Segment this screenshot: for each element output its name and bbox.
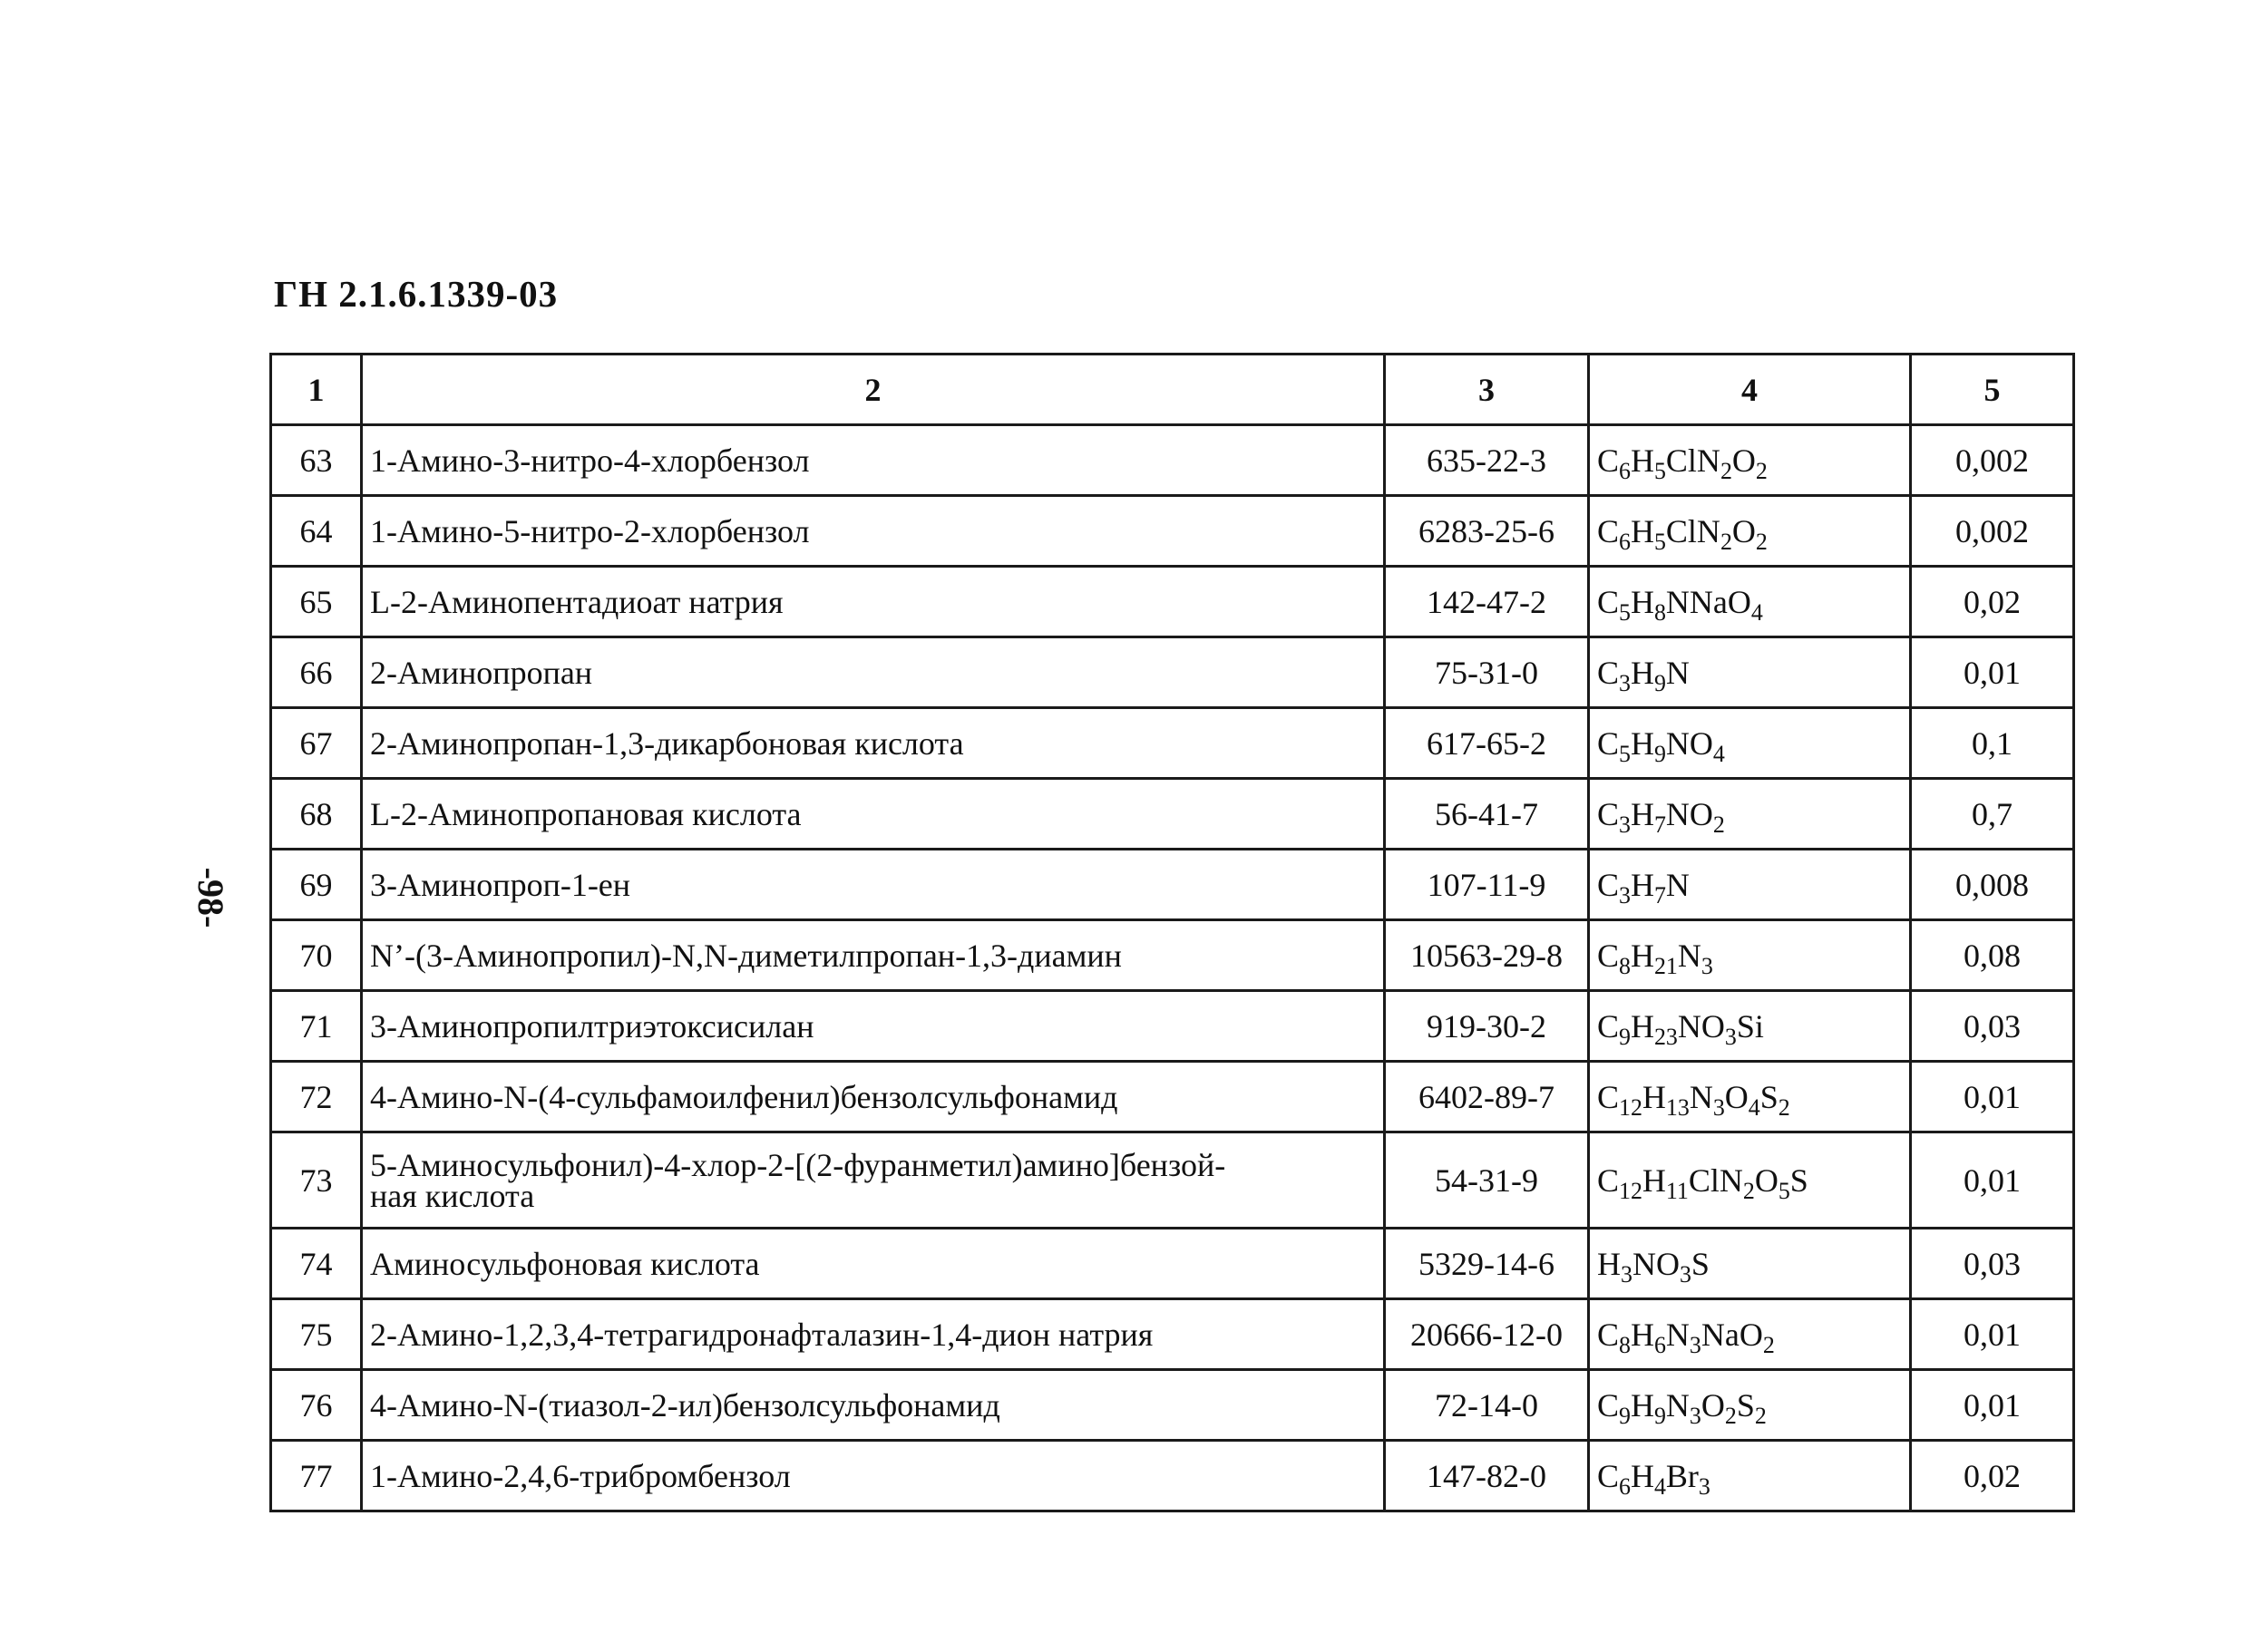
header-row xyxy=(271,355,2074,425)
table-row xyxy=(271,1299,2074,1370)
table-row xyxy=(271,496,2074,567)
limit-value: 0,02 xyxy=(1911,567,2074,637)
cas-number: 6283-25-6 xyxy=(1385,496,1589,567)
molecular-formula xyxy=(1589,920,1911,991)
cas-number: 56-41-7 xyxy=(1385,779,1589,850)
column-header-5: 5 xyxy=(1911,355,2074,425)
substance-name: 2-Аминопропан-1,3-дикарбоновая кислота xyxy=(362,708,1385,779)
substance-name: 4-Амино-N-(4-сульфамоилфенил)бензолсульфонамид xyxy=(362,1062,1385,1132)
cas-number: 54-31-9 xyxy=(1385,1132,1589,1229)
limit-value: 0,01 xyxy=(1911,1370,2074,1441)
row-number: 66 xyxy=(271,637,362,708)
table-row xyxy=(271,850,2074,920)
substance-name: Аминосульфоновая кислота xyxy=(362,1229,1385,1299)
substance-name-line: 5-Аминосульфонил)-4-хлор-2-[(2-фуранметил)амино]бензой- xyxy=(370,1146,1226,1183)
cas-number: 75-31-0 xyxy=(1385,637,1589,708)
substance-name: 4-Амино-N-(тиазол-2-ил)бензолсульфонамид xyxy=(362,1370,1385,1441)
substance-name xyxy=(362,1132,1385,1229)
table-row xyxy=(271,1370,2074,1441)
formula-text: $C_9H_9N_3O_2S_2$ xyxy=(1597,1386,1767,1429)
column-header-1: 1 xyxy=(271,355,362,425)
table-row xyxy=(271,991,2074,1062)
table-row xyxy=(271,708,2074,779)
cas-number: 142-47-2 xyxy=(1385,567,1589,637)
molecular-formula xyxy=(1589,1370,1911,1441)
molecular-formula xyxy=(1589,850,1911,920)
row-number: 77 xyxy=(271,1441,362,1511)
table-row xyxy=(271,425,2074,496)
column-header-3: 3 xyxy=(1385,355,1589,425)
formula-text: $H_3NO_3S$ xyxy=(1597,1245,1710,1288)
substance-name: L-2-Аминопентадиоат натрия xyxy=(362,567,1385,637)
limit-value: 0,08 xyxy=(1911,920,2074,991)
substance-name: 3-Аминопропилтриэтоксисилан xyxy=(362,991,1385,1062)
row-number: 71 xyxy=(271,991,362,1062)
cas-number: 6402-89-7 xyxy=(1385,1062,1589,1132)
formula-text: $C_6H_4Br_3$ xyxy=(1597,1457,1710,1500)
table-row xyxy=(271,920,2074,991)
page-number-text: -98- xyxy=(190,867,231,928)
limit-value: 0,01 xyxy=(1911,1299,2074,1370)
substance-name: 1-Амино-2,4,6-трибромбензол xyxy=(362,1441,1385,1511)
table-row xyxy=(271,1062,2074,1132)
formula-text: $C_{12}H_{11}ClN_2O_5S$ xyxy=(1597,1161,1808,1204)
formula-text: $C_5H_9NO_4$ xyxy=(1597,724,1725,767)
table-row xyxy=(271,567,2074,637)
limit-value: 0,02 xyxy=(1911,1441,2074,1511)
molecular-formula xyxy=(1589,1299,1911,1370)
cas-number: 147-82-0 xyxy=(1385,1441,1589,1511)
limit-value: 0,03 xyxy=(1911,991,2074,1062)
row-number: 70 xyxy=(271,920,362,991)
cas-number: 635-22-3 xyxy=(1385,425,1589,496)
row-number: 75 xyxy=(271,1299,362,1370)
limit-value: 0,002 xyxy=(1911,425,2074,496)
limit-value: 0,01 xyxy=(1911,1132,2074,1229)
cas-number: 72-14-0 xyxy=(1385,1370,1589,1441)
cas-number: 919-30-2 xyxy=(1385,991,1589,1062)
formula-text: $C_3H_7N$ xyxy=(1597,866,1690,909)
table-row xyxy=(271,637,2074,708)
limit-value: 0,008 xyxy=(1911,850,2074,920)
limit-value: 0,7 xyxy=(1911,779,2074,850)
table-row xyxy=(271,1132,2074,1229)
row-number: 73 xyxy=(271,1132,362,1229)
molecular-formula xyxy=(1589,1062,1911,1132)
row-number: 63 xyxy=(271,425,362,496)
row-number: 68 xyxy=(271,779,362,850)
limit-value: 0,01 xyxy=(1911,637,2074,708)
row-number: 76 xyxy=(271,1370,362,1441)
formula-text: $C_3H_9N$ xyxy=(1597,654,1690,696)
formula-text: $C_6H_5ClN_2O_2$ xyxy=(1597,512,1768,555)
column-header-4: 4 xyxy=(1589,355,1911,425)
substance-name: 2-Амино-1,2,3,4-тетрагидронафталазин-1,4-дион натрия xyxy=(362,1299,1385,1370)
limit-value: 0,01 xyxy=(1911,1062,2074,1132)
molecular-formula xyxy=(1589,1229,1911,1299)
molecular-formula xyxy=(1589,779,1911,850)
formula-text: $C_3H_7NO_2$ xyxy=(1597,795,1725,838)
limit-value: 0,002 xyxy=(1911,496,2074,567)
molecular-formula xyxy=(1589,637,1911,708)
substance-name: 1-Амино-5-нитро-2-хлорбензол xyxy=(362,496,1385,567)
row-number: 72 xyxy=(271,1062,362,1132)
formula-text: $C_{12}H_{13}N_3O_4S_2$ xyxy=(1597,1078,1790,1121)
formula-text: $C_8H_{21}N_3$ xyxy=(1597,937,1713,979)
substance-name: N’-(3-Аминопропил)-N,N-диметилпропан-1,3-диамин xyxy=(362,920,1385,991)
formula-text: $C_9H_{23}NO_3Si$ xyxy=(1597,1007,1764,1050)
formula-text: $C_6H_5ClN_2O_2$ xyxy=(1597,442,1768,484)
cas-number: 10563-29-8 xyxy=(1385,920,1589,991)
column-header-2: 2 xyxy=(362,355,1385,425)
cas-number: 20666-12-0 xyxy=(1385,1299,1589,1370)
table-row xyxy=(271,1441,2074,1511)
molecular-formula xyxy=(1589,425,1911,496)
molecular-formula xyxy=(1589,991,1911,1062)
substance-name: L-2-Аминопропановая кислота xyxy=(362,779,1385,850)
table-row xyxy=(271,779,2074,850)
substance-name: 3-Аминопроп-1-ен xyxy=(362,850,1385,920)
row-number: 64 xyxy=(271,496,362,567)
document-code: ГН 2.1.6.1339-03 xyxy=(274,273,559,315)
row-number: 65 xyxy=(271,567,362,637)
cas-number: 107-11-9 xyxy=(1385,850,1589,920)
molecular-formula xyxy=(1589,496,1911,567)
row-number: 67 xyxy=(271,708,362,779)
molecular-formula xyxy=(1589,708,1911,779)
cas-number: 617-65-2 xyxy=(1385,708,1589,779)
substance-name: 1-Амино-3-нитро-4-хлорбензол xyxy=(362,425,1385,496)
formula-text: $C_8H_6N_3NaO_2$ xyxy=(1597,1316,1775,1358)
molecular-formula xyxy=(1589,567,1911,637)
molecular-formula xyxy=(1589,1132,1911,1229)
limit-value: 0,03 xyxy=(1911,1229,2074,1299)
cas-number: 5329-14-6 xyxy=(1385,1229,1589,1299)
formula-text: $C_5H_8NNaO_4$ xyxy=(1597,583,1763,626)
molecular-formula xyxy=(1589,1441,1911,1511)
row-number: 74 xyxy=(271,1229,362,1299)
table-row xyxy=(271,1229,2074,1299)
limit-value: 0,1 xyxy=(1911,708,2074,779)
substance-name-line: ная кислота xyxy=(370,1177,535,1214)
table-body xyxy=(271,425,2074,1511)
substance-table xyxy=(269,353,2075,1512)
row-number: 69 xyxy=(271,850,362,920)
substance-name: 2-Аминопропан xyxy=(362,637,1385,708)
